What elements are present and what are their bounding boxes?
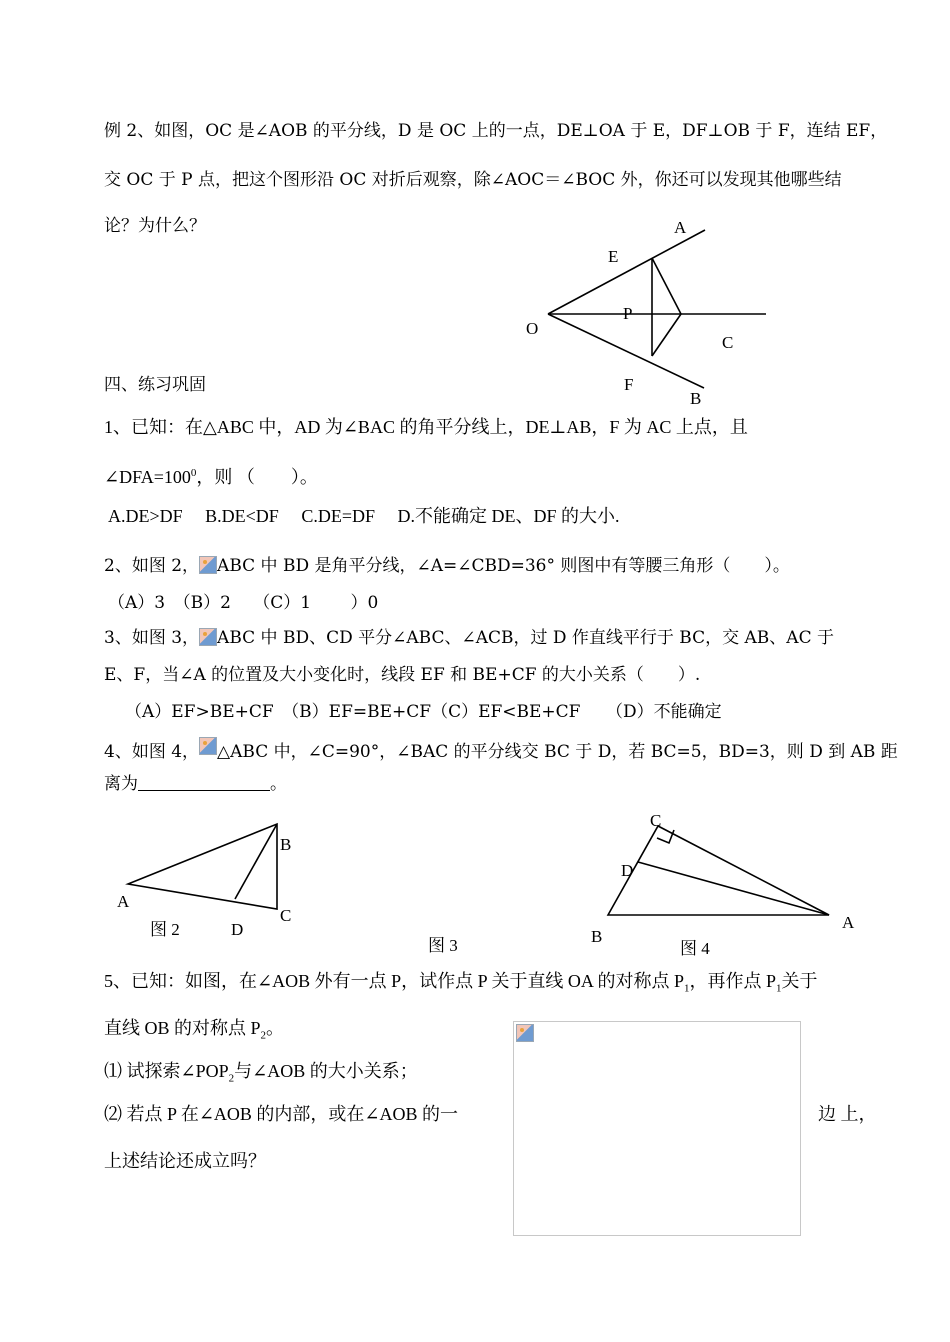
label-f: F xyxy=(624,375,634,394)
section-heading: 四、练习巩固 xyxy=(104,375,206,395)
q3-line-2: E、F，当∠A 的位置及大小变化时，线段 EF 和 BE+CF 的大小关系（ ）. xyxy=(104,665,701,685)
fig4-caption: 图 4 xyxy=(680,939,710,958)
fig4-label-a: A xyxy=(842,913,855,932)
q5-text-d: 直线 OB 的对称点 P xyxy=(104,1018,261,1038)
q5-item1-sub: 2 xyxy=(228,1072,235,1085)
q5-line-1 xyxy=(104,970,817,1000)
q5-text-e: 。 xyxy=(266,1018,285,1038)
q5-sub-3: 2 xyxy=(260,1029,267,1042)
q5-item-2: ⑵ 若点 P 在∠AOB 的内部，或在∠AOB 的一 xyxy=(104,1104,459,1124)
fig2-segment-bd xyxy=(235,824,277,899)
fig4-label-c: C xyxy=(650,811,662,830)
fig2-label-d: D xyxy=(231,920,244,939)
label-e: E xyxy=(608,247,619,266)
fig2-label-b: B xyxy=(280,835,292,854)
label-c: C xyxy=(722,333,734,352)
q5-sub-1: 1 xyxy=(683,982,690,995)
q3-options: （A）EF>BE+CF （B）EF=BE+CF（C）EF<BE+CF （D）不能确定 xyxy=(125,702,722,722)
q5-text-b: ，再作点 P xyxy=(689,971,776,991)
example2-line-3: 论？为什么？ xyxy=(104,216,206,236)
fig2-caption: 图 2 xyxy=(150,920,180,939)
q1-line-1: 1、已知：在△ABC 中，AD 为∠BAC 的角平分线上，DE⊥AB，F 为 AC 上点，且 xyxy=(104,417,748,437)
broken-image-icon xyxy=(516,1024,534,1042)
label-a: A xyxy=(674,218,687,237)
q5-item1-a: ⑴ 试探索∠POP xyxy=(104,1061,229,1081)
fig3-caption: 图 3 xyxy=(428,936,458,955)
label-b: B xyxy=(690,389,702,408)
fig4-label-b: B xyxy=(591,927,603,946)
fig2-label-a: A xyxy=(117,892,130,911)
q3-text: ABC 中 BD、CD 平分∠ABC、∠ACB，过 D 作直线平行于 BC，交 AB、AC 于 xyxy=(217,628,834,648)
example2-line-1: 例 2、如图，OC 是∠AOB 的平分线，D 是 OC 上的一点，DE⊥OA 于 E，DF⊥OB 于 F，连结 EF， xyxy=(104,121,888,141)
q4-end: 。 xyxy=(270,774,287,794)
fig4-label-d: D xyxy=(621,861,634,880)
fig4-triangle xyxy=(608,826,829,915)
q4-text: △ABC 中，∠C=90°，∠BAC 的平分线交 BC 于 D，若 BC=5，BD=3，则 D 到 AB 距 xyxy=(217,742,898,762)
q4-prefix: 4、如图 4， xyxy=(104,742,200,762)
image-placeholder xyxy=(513,1021,801,1236)
q5-item1-b: 与∠AOB 的大小关系； xyxy=(234,1061,418,1081)
q2-text: ABC 中 BD 是角平分线，∠A=∠CBD=36° 则图中有等腰三角形（ ）。 xyxy=(217,556,790,576)
example2-line-2: 交 OC 于 P 点，把这个图形沿 OC 对折后观察，除∠AOC＝∠BOC 外，你还可以发现其他哪些结 xyxy=(104,170,842,190)
q3-prefix: 3、如图 3， xyxy=(104,628,200,648)
q5-item-2-end: 边 上， xyxy=(818,1104,877,1124)
label-o: O xyxy=(526,319,539,338)
q1-options: A.DE>DF B.DE<DF C.DE=DF D.不能确定 DE、DF 的大小. xyxy=(108,506,620,526)
fig2-triangle xyxy=(128,824,277,909)
fig2-label-c: C xyxy=(280,906,292,925)
q2-options: （A）3 （B）2 （C）1 ）0 xyxy=(108,593,379,613)
q5-item-3: 上述结论还成立吗？ xyxy=(104,1151,266,1171)
label-p: P xyxy=(623,304,633,323)
q1-condition: ∠DFA=100 xyxy=(104,467,191,487)
q5-item-1 xyxy=(104,1060,418,1090)
q5-text-a: 5、已知：如图，在∠AOB 外有一点 P，试作点 P 关于直线 OA 的对称点 P xyxy=(104,971,684,991)
q1-blank: ，则 （ ）。 xyxy=(196,467,318,487)
q5-line-2 xyxy=(104,1017,284,1047)
fig4-right-angle-mark xyxy=(657,830,674,843)
q4-text-2: 离为 xyxy=(104,774,138,794)
q5-sub-2: 1 xyxy=(775,982,782,995)
fig4-segment-ad xyxy=(638,862,829,915)
q2-prefix: 2、如图 2， xyxy=(104,556,200,576)
q1-degree: 0 xyxy=(190,467,197,479)
q5-text-c: 关于 xyxy=(781,971,818,991)
